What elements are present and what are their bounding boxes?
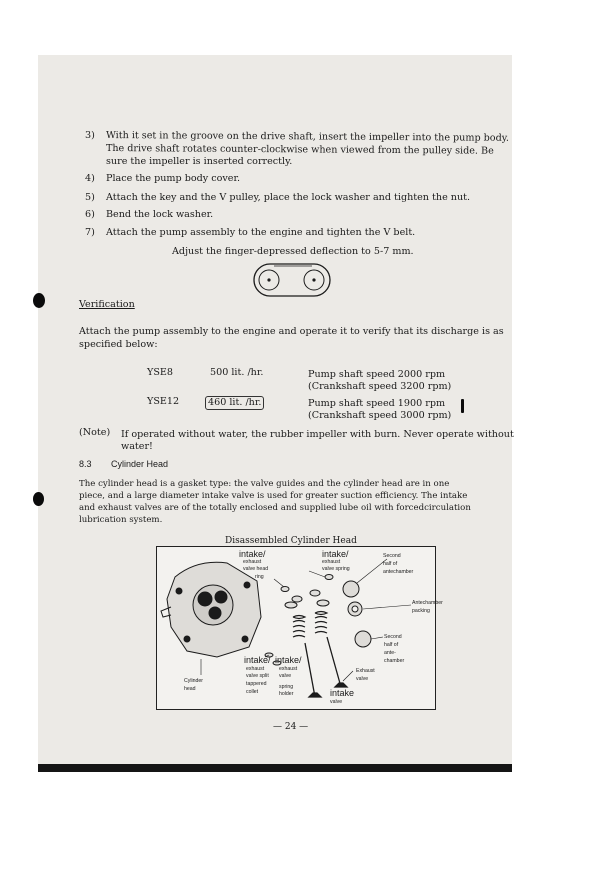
verification-intro-line: specified below: [79, 339, 158, 350]
section-body-line: and exhaust valves are of the totally enclosed and supplied lube oil with forcedcirculation [79, 503, 471, 513]
cylinder-head-icon [161, 562, 261, 657]
note-line: If operated without water, the rubber impeller with burn. Never operate without [121, 429, 514, 440]
label-line: half of [384, 642, 399, 648]
model-name: YSE8 [147, 367, 174, 378]
label-line: exhaust [322, 559, 341, 565]
label-line: valve split [246, 673, 269, 679]
step-text-line: With it set in the groove on the drive shaft, insert the impeller into the pump body. [105, 130, 509, 144]
label-line: spring [279, 684, 294, 690]
label-line: exhaust [243, 559, 262, 565]
label-line: Second [384, 634, 402, 640]
label-line: collet [246, 689, 259, 695]
step-number: 5) [85, 192, 95, 203]
label-line: chamber [384, 658, 405, 664]
note-label: (Note) [79, 427, 111, 438]
section-number: 8.3 [79, 459, 92, 469]
label-line: valve [356, 676, 369, 682]
label-line: valve spring [322, 566, 350, 572]
label-line: ante- [384, 650, 396, 656]
label-line: antechamber [383, 569, 414, 575]
label-line: packing [412, 608, 430, 614]
valve-spring-icon [293, 612, 327, 638]
section-body-line: The cylinder head is a gasket type: the valve guides and the cylinder head are in one [79, 479, 450, 489]
label-line: half of [383, 561, 398, 567]
antechamber-icon [343, 581, 371, 647]
label-line: intake/ [239, 549, 266, 559]
step-number: 3) [85, 130, 95, 141]
scan-mark [461, 399, 464, 413]
section-title: Cylinder Head [111, 459, 169, 469]
diagram-title: Disassembled Cylinder Head [225, 536, 357, 546]
label-line: Cylinder [184, 678, 204, 684]
punch-hole [33, 293, 45, 308]
section-body-line: lubrication system. [79, 515, 163, 525]
verification-intro-line: Attach the pump assembly to the engine and operate it to verify that its discharge is as [79, 326, 504, 337]
label-line: exhaust [279, 666, 298, 672]
label-line: head [184, 686, 196, 692]
label-line: tappered [246, 681, 267, 687]
label-line: valve head [243, 566, 269, 572]
label-line: intake/ [322, 549, 349, 559]
crank-speed: (Crankshaft speed 3200 rpm) [308, 381, 452, 392]
crank-speed: (Crankshaft speed 3000 rpm) [308, 410, 452, 421]
label-line: ring [255, 574, 264, 580]
step-text-line: Bend the lock washer. [106, 209, 214, 220]
step-number: 4) [85, 173, 95, 184]
step-text-line: The drive shaft rotates counter-clockwise when viewed from the pulley side. Be [105, 143, 494, 157]
step-text-line: Attach the key and the V pulley, place the lock washer and tighten the nut. [106, 192, 471, 203]
label-line: Exhaust [356, 668, 375, 674]
v-belt-pulley-icon [252, 262, 332, 298]
label-line: intake/ [244, 655, 271, 665]
pump-speed: Pump shaft speed 2000 rpm [308, 369, 446, 380]
discharge-value: 460 lit. /hr. [205, 396, 264, 410]
label-line: valve [330, 699, 343, 705]
label-line: holder [279, 691, 294, 697]
page-number: — 24 — [273, 722, 309, 732]
label-line: intake [330, 688, 355, 698]
pump-speed: Pump shaft speed 1900 rpm [308, 398, 446, 409]
label-line: valve [279, 673, 292, 679]
valve-ring-icon [265, 575, 333, 666]
discharge-value: 500 lit. /hr. [210, 367, 264, 378]
label-line: Second [383, 553, 401, 559]
step-text-line: Attach the pump assembly to the engine and tighten the V belt. [106, 227, 416, 238]
step-text-line: Adjust the finger-depressed deflection to 5-7 mm. [172, 246, 414, 257]
model-name: YSE12 [147, 396, 180, 407]
section-body-line: piece, and a large diameter intake valve is used for greater suction efficiency. The intake [79, 491, 468, 501]
step-text-line: Place the pump body cover. [106, 173, 241, 184]
label-line: Antechamber [412, 600, 443, 606]
verification-heading: Verification [79, 299, 135, 310]
punch-hole [33, 492, 44, 506]
label-line: intake/ [275, 655, 302, 665]
step-number: 6) [85, 209, 95, 220]
note-line: water! [121, 441, 153, 452]
scan-edge-strip [38, 764, 512, 772]
label-line: exhaust [246, 666, 265, 672]
step-number: 7) [85, 227, 95, 238]
step-text-line: sure the impeller is inserted correctly. [106, 156, 293, 167]
